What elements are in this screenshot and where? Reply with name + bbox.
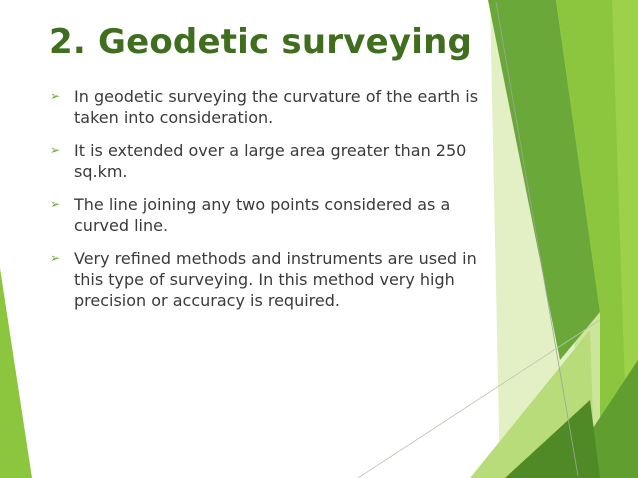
bullet-text: Very refined methods and instruments are used in this type of surveying. In this method very high precision or accuracy is required. bbox=[74, 249, 477, 310]
left-accent-shape bbox=[0, 268, 32, 478]
arrow-bullet-icon: ➢ bbox=[50, 89, 61, 103]
bullet-list bbox=[50, 86, 490, 323]
arrow-bullet-icon: ➢ bbox=[50, 143, 61, 157]
bullet-text: The line joining any two points considered as a curved line. bbox=[74, 195, 451, 235]
bullet-text: It is extended over a large area greater than 250 sq.km. bbox=[74, 141, 467, 181]
bullet-item bbox=[50, 140, 490, 182]
arrow-bullet-icon: ➢ bbox=[50, 197, 61, 211]
bullet-item bbox=[50, 194, 490, 236]
bullet-item bbox=[50, 86, 490, 128]
slide-title: 2. Geodetic surveying bbox=[49, 22, 473, 62]
bullet-item bbox=[50, 248, 490, 311]
arrow-bullet-icon: ➢ bbox=[50, 251, 61, 265]
bullet-text: In geodetic surveying the curvature of the earth is taken into consideration. bbox=[74, 87, 479, 127]
